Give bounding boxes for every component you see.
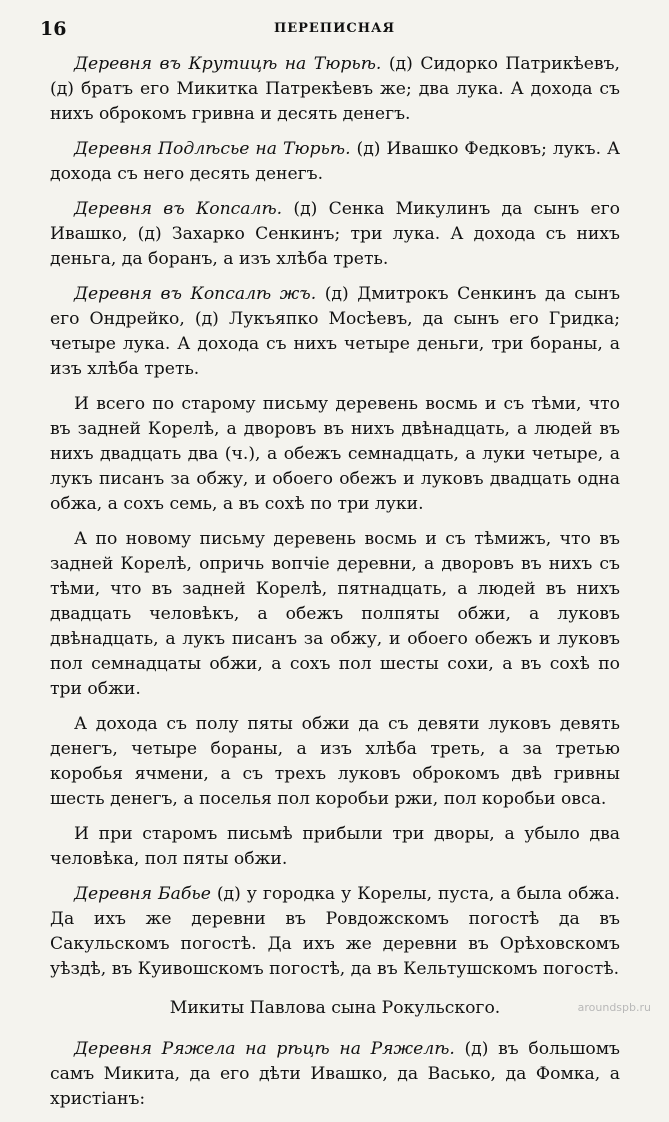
paragraph-old-census-total	[50, 392, 620, 517]
paragraph-text: А по новому письму деревень восмь и съ тѣмижъ, что въ задней Корелѣ, опричь вопчіе деревни, а дворовъ въ нихъ съ тѣми, что въ задней Корелѣ, пятнадцать, а людей въ нихъ двадцать человѣкъ, а обежъ полпяты обжи, а луковъ двѣнадцать, а лукъ писанъ за обжу, и обоего обежъ и луковъ пол семнадцаты обжи, а сохъ пол шесты сохи, а въ сохѣ по три обжи.	[50, 529, 620, 699]
paragraph-text: (д) Дмитрокъ Сенкинъ да сынъ его Ондрейко, (д) Лукъяпко Мосѣевъ, да сынъ его Гридка; четыре лука. А дохода съ нихъ четыре деньги, три бораны, а изъ хлѣба треть.	[50, 284, 621, 379]
paragraph-text: А дохода съ полу пяты обжи да съ девяти луковъ девять денегъ, четыре бораны, а изъ хлѣба треть, а за третью коробья ячмени, а съ трехъ луковъ оброкомъ двѣ гривны шесть денегъ, а поселья пол коробьи ржи, пол коробьи овса.	[50, 714, 620, 809]
paragraph-income	[50, 712, 620, 812]
page-number: 16	[40, 18, 67, 40]
paragraph-kopsal	[50, 197, 620, 272]
place-name: Деревня въ Крутицѣ на Тюрьѣ.	[74, 54, 382, 74]
place-name: Деревня въ Копсалѣ.	[74, 199, 283, 219]
paragraph-text: (д) у городка у Корелы, пуста, а была обжа. Да ихъ же деревни въ Ровдожскомъ погостѣ да въ Сакульскомъ погостѣ. Да ихъ же деревни въ Орѣховскомъ уѣздѣ, въ Куивошскомъ погостѣ, да въ Кельтушскомъ погостѣ.	[50, 884, 620, 979]
page-header	[40, 18, 629, 40]
paragraph-text: (д) Сидорко Патрикѣевъ, (д) братъ его Микитка Патрекѣевъ же; два лука. А дохода съ нихъ оброкомъ гривна и десять денегъ.	[50, 54, 620, 124]
place-name: Деревня въ Копсалѣ жъ.	[74, 284, 317, 304]
running-title: ПЕРЕПИСНАЯ	[273, 21, 396, 36]
watermark: aroundspb.ru	[577, 1001, 651, 1014]
paragraph-ryazhela	[50, 1037, 620, 1112]
place-name: Деревня Подлѣсье на Тюрьѣ.	[74, 139, 351, 159]
section-heading	[50, 996, 620, 1021]
paragraph-kopsal-2	[50, 282, 620, 382]
paragraph-text: И всего по старому письму деревень восмь и съ тѣми, что въ задней Корелѣ, а дворовъ въ нихъ двѣнадцать, а людей въ нихъ двадцать два (ч.), а обежъ семнадцать, а луки четыре, а лукъ писанъ за обжу, и обоего обежъ и луковъ двадцать одна обжа, а сохъ семь, а въ сохѣ по три луки.	[50, 394, 620, 514]
paragraph-text: (д) въ большомъ самъ Микита, да его дѣти Ивашко, да Васько, да Фомка, а христіанъ:	[50, 1039, 620, 1109]
page-body	[50, 52, 620, 1122]
paragraph-krutitsa	[50, 52, 620, 127]
paragraph-podlesye	[50, 137, 620, 187]
paragraph-text: И при старомъ письмѣ прибыли три дворы, а убыло два человѣка, пол пяты обжи.	[50, 824, 620, 869]
paragraph-text: (д) Сенка Микулинъ да сынъ его Ивашко, (д) Захарко Сенкинъ; три лука. А дохода съ нихъ деньга, да боранъ, а изъ хлѣба треть.	[50, 199, 621, 269]
paragraph-change	[50, 822, 620, 872]
paragraph-new-census-total	[50, 527, 620, 702]
paragraph-text: (д) Ивашко Федковъ; лукъ. А дохода съ него десять денегъ.	[50, 139, 621, 184]
section-heading-text: Микиты Павлова сына Рокульского.	[169, 998, 501, 1018]
paragraph-babye	[50, 882, 620, 982]
place-name: Деревня Бабье	[74, 884, 211, 904]
place-name: Деревня Ряжела на рѣцѣ на Ряжелѣ.	[74, 1039, 455, 1059]
